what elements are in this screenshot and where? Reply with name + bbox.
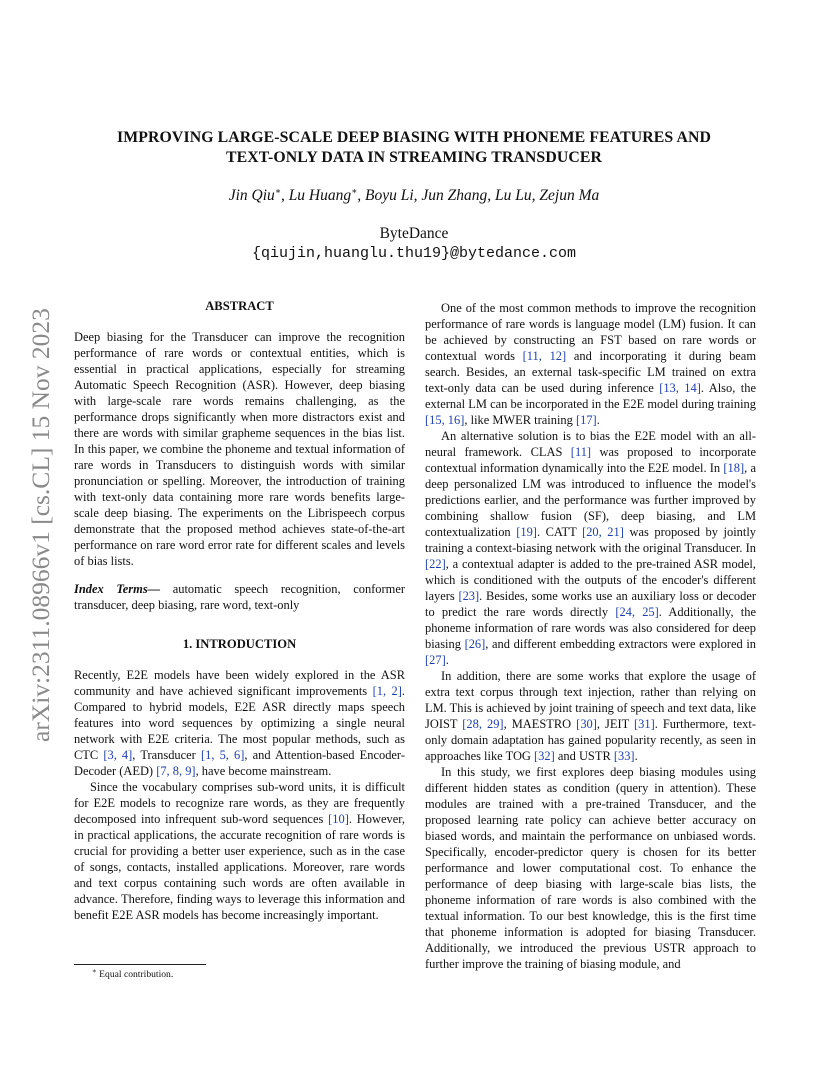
text-run: . CATT xyxy=(536,525,583,539)
author-emails: {qiujin,huanglu.thu19}@bytedance.com xyxy=(251,245,577,262)
footnote-text: Equal contribution. xyxy=(96,969,174,981)
author-list xyxy=(74,186,754,205)
intro-paragraph-2 xyxy=(74,779,405,923)
citation-link[interactable]: [31] xyxy=(634,717,655,731)
citation-link[interactable]: [24, 25] xyxy=(615,605,659,619)
text-run: and USTR xyxy=(554,749,614,763)
citation-link[interactable]: [17] xyxy=(575,413,597,427)
abstract-text: Deep biasing for the Transducer can improve the recognition performance of rare words or contextual entities, which is essential in practical applications, especially for streaming Automatic Speech Recognition (ASR). However, deep biasing with large-scale rare words remains challenging, as the performance drops significantly when more distractors exist and there are words with similar grapheme sequences in the bias list. In this paper, we combine the phoneme and textual information of rare words in Transducers to distinguish words with similar pronunciation or spelling. Moreover, the introduction of training with text-only data containing more rare words benefits large-scale deep biasing. The experiments on the Librispeech corpus demonstrate that the proposed method achieves state-of-the-art performance on rare word error rate for different scales and levels of bias lists. xyxy=(74,330,405,568)
text-run: was proposed by jointly training a context-biasing network with the original Transducer. In xyxy=(425,525,757,555)
footnote xyxy=(92,967,173,980)
text-run: . xyxy=(445,653,449,667)
text-run: Since the vocabulary comprises sub-word units, it is difficult for E2E models to recognize rare words, as they are frequently decomposed into infrequent sub-word sequences xyxy=(74,780,405,826)
citation-link[interactable]: [13, 14] xyxy=(659,381,701,395)
text-run: was proposed to incorporate contextual information dynamically into the E2E model. In xyxy=(425,445,756,475)
citation-link[interactable]: [26] xyxy=(464,637,486,651)
text-run: , Transducer xyxy=(132,748,201,762)
title-line-1: IMPROVING LARGE-SCALE DEEP BIASING WITH PHONEME FEATURES AND xyxy=(117,129,711,146)
text-run: . Compared to hybrid models, E2E ASR directly maps speech features into word sequences by optimizing a single neural network with E2E criteria. The most popular methods, such as CTC xyxy=(74,684,405,762)
intro-paragraph-1 xyxy=(74,667,405,779)
text-run: . Additionally, the phoneme information of rare words was also considered for deep biasing xyxy=(425,605,756,651)
author-2: , Lu Huang xyxy=(280,187,352,205)
citation-link[interactable]: [19] xyxy=(516,525,537,539)
citation-link[interactable]: [15, 16] xyxy=(425,413,465,427)
citation-link[interactable]: [18] xyxy=(723,461,745,475)
text-run: . Besides, some works use an auxiliary loss or decoder to predict the rare words directly xyxy=(425,589,756,619)
text-run: In addition, there are some works that explore the usage of extra text corpus through text injection, rather than relying on LM. This is achieved by joint training of speech and text data, like JOIST xyxy=(425,669,756,731)
text-run: , have become mainstream. xyxy=(195,764,332,778)
text-run: , a deep personalized LM was introduced to influence the model's predictions earlier, and the performance was further improved by combining shallow fusion (SF), deep biasing, and LM contextualization xyxy=(425,461,756,539)
index-terms xyxy=(74,581,405,613)
text-run: . Furthermore, text-only domain adaptation has gained popularity recently, as seen in approaches like TOG xyxy=(425,717,756,763)
equal-contribution-mark: ∗ xyxy=(274,186,281,196)
citation-link[interactable]: [20, 21] xyxy=(582,525,624,539)
footnote-mark: ∗ xyxy=(92,967,97,975)
citation-link[interactable]: [23] xyxy=(458,589,480,603)
right-paragraph-4: In this study, we first explores deep biasing modules using different hidden states as condition (query in attention). These modules are trained with a pre-trained Transducer, and the proposed learning rate policy can achieve better accuracy on biased words, and maintain the performance on unbiased words. Specifically, encoder-predictor query is chosen for its better performance and lower computational cost. To enhance the performance of deep biasing with large-scale bias lists, the phoneme information of rare words is also combined with the textual information. To our best knowledge, this is the first time that phoneme information is adopted for biasing Transducer. Additionally, we introduced the previous USTR approach to further improve the training of biasing module, and xyxy=(425,765,756,971)
arxiv-id-text: arXiv:2311.08966v1 [cs.CL] 15 Nov 2023 xyxy=(26,308,55,742)
arxiv-identifier-stamp xyxy=(18,272,58,742)
left-column xyxy=(74,298,405,923)
text-run: , like MWER training xyxy=(464,413,576,427)
footnote-rule xyxy=(74,964,206,965)
abstract-heading: ABSTRACT xyxy=(205,299,274,313)
arxiv-stamp-svg xyxy=(18,272,58,742)
citation-link[interactable]: [11] xyxy=(570,445,592,459)
affiliation: ByteDance xyxy=(379,225,449,242)
index-terms-text: automatic speech recognition, conformer transducer, deep biasing, rare word, text-only xyxy=(74,582,405,612)
text-run: . xyxy=(634,749,638,763)
text-run: , and different embedding extractors were explored in xyxy=(485,637,756,651)
index-terms-label: Index Terms— xyxy=(74,582,161,596)
text-run: , JEIT xyxy=(596,717,635,731)
citation-link[interactable]: [33] xyxy=(613,749,635,763)
right-paragraph-3 xyxy=(425,668,756,764)
citation-link[interactable]: [7, 8, 9] xyxy=(156,764,196,778)
right-paragraph-1 xyxy=(425,300,756,428)
citation-link[interactable]: [1, 2] xyxy=(372,684,402,698)
text-run: . However, in practical applications, the accurate recognition of rare words is crucial for providing a better user experience, such as in the case of songs, contacts, installed applications. Moreover, rare words and text corpus containing such words are often available in advance. Therefore, finding ways to leverage this information and benefit E2E ASR models has become increasingly important. xyxy=(74,812,405,922)
other-authors: , Boyu Li, Jun Zhang, Lu Lu, Zejun Ma xyxy=(357,187,600,205)
citation-link[interactable]: [3, 4] xyxy=(103,748,133,762)
text-run: An alternative solution is to bias the E2E model with an all-neural framework. CLAS xyxy=(425,429,756,459)
right-column xyxy=(425,300,756,972)
text-run: . Also, the external LM can be incorporated in the E2E model during training xyxy=(425,381,756,411)
text-run: and incorporating it during beam search. Besides, an external task-specific LM trained on extra text-only data can be used during inference xyxy=(425,349,757,395)
citation-link[interactable]: [32] xyxy=(534,749,555,763)
title-line-2: TEXT-ONLY DATA IN STREAMING TRANSDUCER xyxy=(226,149,602,166)
citation-link[interactable]: [28, 29] xyxy=(462,717,504,731)
right-paragraph-2 xyxy=(425,428,756,668)
equal-contribution-mark: ∗ xyxy=(351,186,358,196)
citation-link[interactable]: [27] xyxy=(425,653,446,667)
citation-link[interactable]: [11, 12] xyxy=(522,349,567,363)
text-run: One of the most common methods to improve the recognition performance of rare words is language model (LM) fusion. It can be achieved by constructing an FST based on rare words or contextual words xyxy=(425,301,756,363)
author-1: Jin Qiu xyxy=(228,187,275,205)
paper-title xyxy=(74,128,754,168)
introduction-heading: 1. INTRODUCTION xyxy=(182,637,297,651)
citation-link[interactable]: [30] xyxy=(576,717,597,731)
text-run: , and Attention-based Encoder-Decoder (AED) xyxy=(74,748,405,778)
text-run: . xyxy=(596,413,600,427)
citation-link[interactable]: [10] xyxy=(328,812,349,826)
text-run: , a contextual adapter is added to the pre-trained ASR model, which is conditioned with the outputs of the encoder's different layers xyxy=(425,557,756,603)
citation-link[interactable]: [22] xyxy=(425,557,446,571)
text-run: , MAESTRO xyxy=(503,717,577,731)
citation-link[interactable]: [1, 5, 6] xyxy=(200,748,245,762)
text-run: Recently, E2E models have been widely explored in the ASR community and have achieved significant improvements xyxy=(74,668,405,698)
